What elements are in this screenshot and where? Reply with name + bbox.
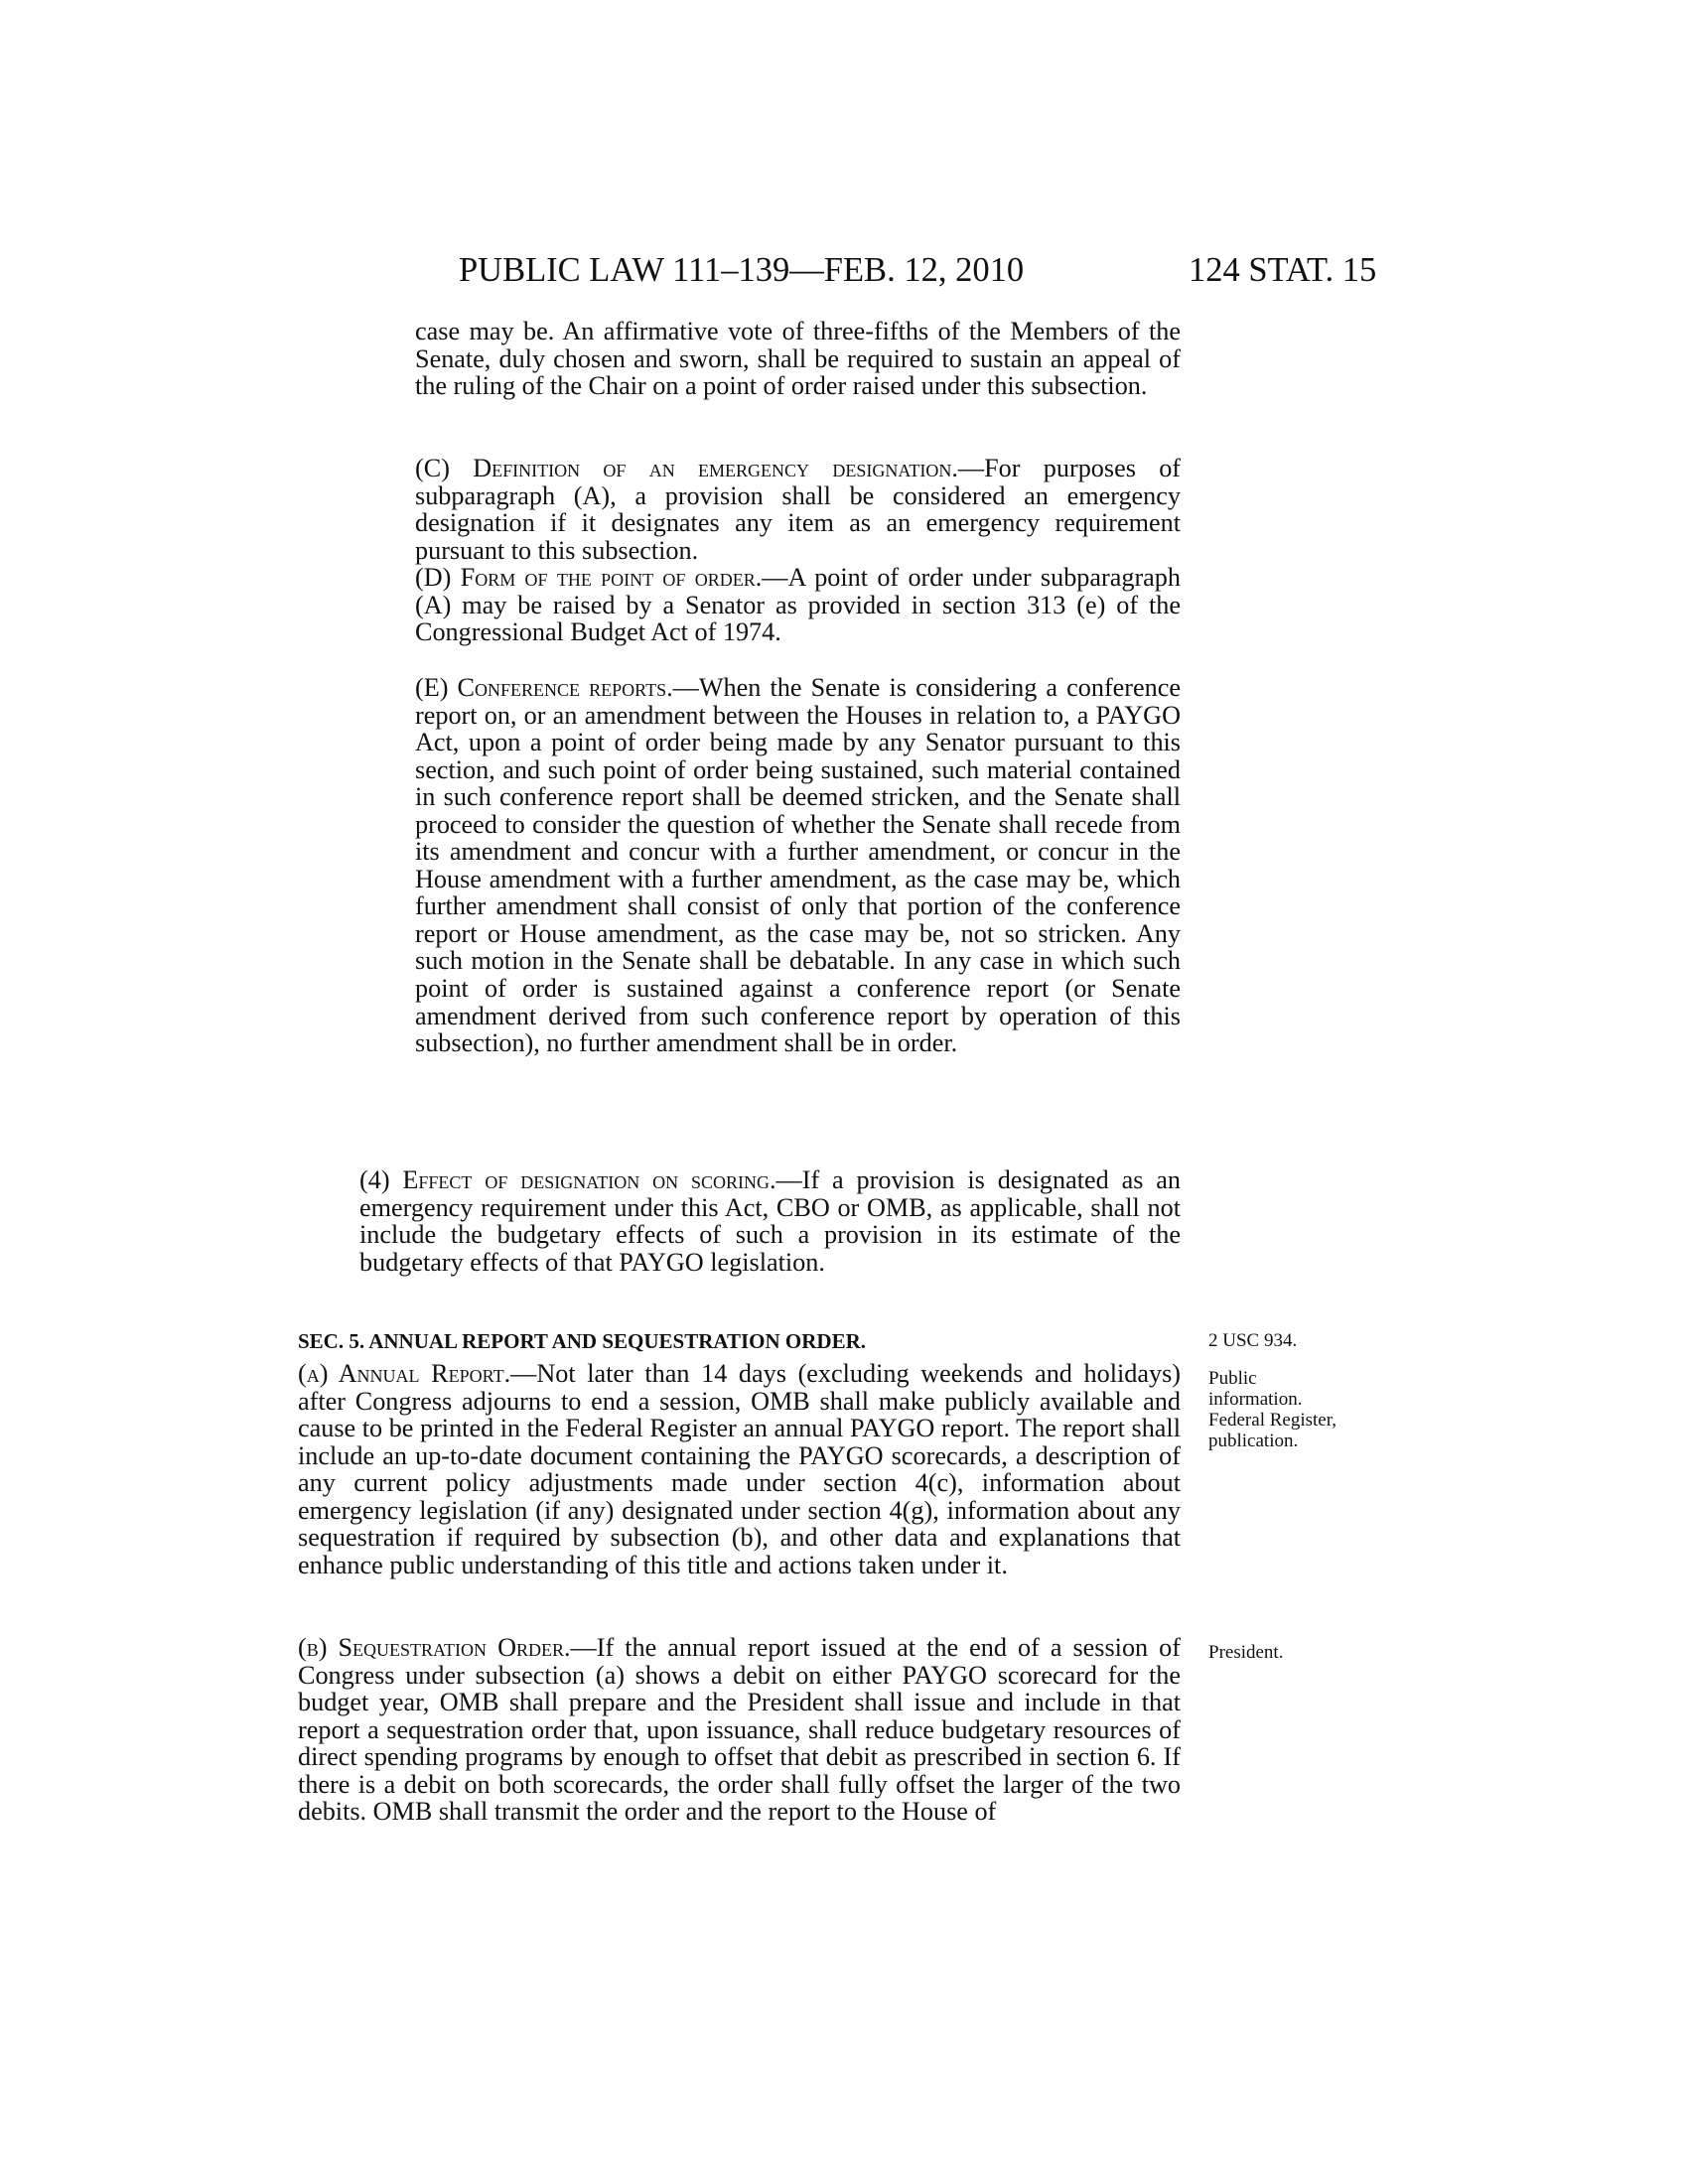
paragraph-text: case may be. An affirmative vote of three-fifths of the Members of the Senate, duly chosen and sworn, shall be required to sustain an appeal of the ruling of the Chair on a point of order raised under this subsection.	[415, 317, 1181, 401]
paragraph-b	[298, 1634, 1181, 1826]
paragraph-c-heading: (C) Definition of an emergency designation.	[415, 454, 958, 482]
paragraph-a-text: —Not later than 14 days (excluding weekends and holidays) after Congress adjourns to end a session, OMB shall make publicly available and cause to be printed in the Federal Register an annual PAYGO report. The report shall include an up-to-date document containing the PAYGO scorecards, a description of any current policy adjustments made under section 4(c), information about emergency legislation (if any) designated under section 4(g), information about any sequestration if required by subsection (b), and other data and explanations that enhance public understanding of this title and actions taken under it.	[298, 1359, 1182, 1579]
margin-note-line: Federal Register,	[1208, 1410, 1337, 1431]
paragraph-4	[359, 1166, 1181, 1276]
paragraph-b-heading: (b) Sequestration Order.	[298, 1633, 571, 1662]
paragraph-d	[415, 564, 1181, 646]
paragraph-4-text: —If a provision is designated as an emergency requirement under this Act, CBO or OMB, as applicable, shall not include the budgetary effects of such a provision in its estimate of the budgetary effects of that PAYGO legislation.	[359, 1165, 1182, 1277]
margin-note-president: President.	[1208, 1642, 1284, 1663]
paragraph-c-text: —For purposes of subparagraph (A), a provision shall be considered an emergency designation if it designates any item as an emergency requirement pursuant to this subsection.	[415, 454, 1182, 565]
paragraph-e	[415, 674, 1181, 1057]
paragraph-b-text: —If the annual report issued at the end of a session of Congress under subsection (a) shows a debit on either PAYGO scorecard for the budget year, OMB shall prepare and the President shall issue and include in that report a sequestration order that, upon issuance, shall reduce budgetary resources of direct spending programs by enough to offset that debit as prescribed in section 6. If there is a debit on both scorecards, the order shall fully offset the larger of the two debits. OMB shall transmit the order and the report to the House of	[298, 1633, 1181, 1827]
paragraph-d-text: —A point of order under subparagraph (A) may be raised by a Senator as provided in section 313 (e) of the Congressional Budget Act of 1974.	[415, 563, 1181, 647]
paragraph-4-heading: (4) Effect of designation on scoring.	[359, 1165, 776, 1194]
margin-note-line: publication.	[1208, 1431, 1299, 1451]
margin-note-line: Public	[1208, 1368, 1257, 1389]
margin-note-usc: 2 USC 934.	[1208, 1330, 1298, 1351]
header-stat-citation: 124 STAT. 15	[1189, 251, 1377, 289]
paragraph-a	[298, 1360, 1181, 1578]
section-5-heading: SEC. 5. ANNUAL REPORT AND SEQUESTRATION ORDER.	[298, 1329, 867, 1353]
paragraph-continuation	[415, 318, 1181, 400]
header-title: PUBLIC LAW 111–139—FEB. 12, 2010	[459, 251, 1025, 289]
paragraph-e-text: —When the Senate is considering a conference report on, or an amendment between the Houses in relation to, a PAYGO Act, upon a point of order being made by any Senator pursuant to this section, and such point of order being sustained, such material contained in such conference report shall be deemed stricken, and the Senate shall proceed to consider the question of whether the Senate shall recede from its amendment and concur with a further amendment, or concur in the House amendment with a further amendment, as the case may be, which further amendment shall consist of only that portion of the conference report or House amendment, as the case may be, not so stricken. Any such motion in the Senate shall be debatable. In any case in which such point of order is sustained against a conference report (or Senate amendment derived from such conference report by operation of this subsection), no further amendment shall be in order.	[415, 673, 1181, 1058]
paragraph-a-heading: (a) Annual Report.	[298, 1359, 511, 1388]
margin-note-public-information	[1208, 1368, 1407, 1451]
paragraph-d-heading: (D) Form of the point of order.	[415, 563, 763, 592]
margin-note-line: information.	[1208, 1389, 1303, 1410]
paragraph-e-heading: (E) Conference reports.	[415, 673, 673, 702]
paragraph-c	[415, 455, 1181, 564]
